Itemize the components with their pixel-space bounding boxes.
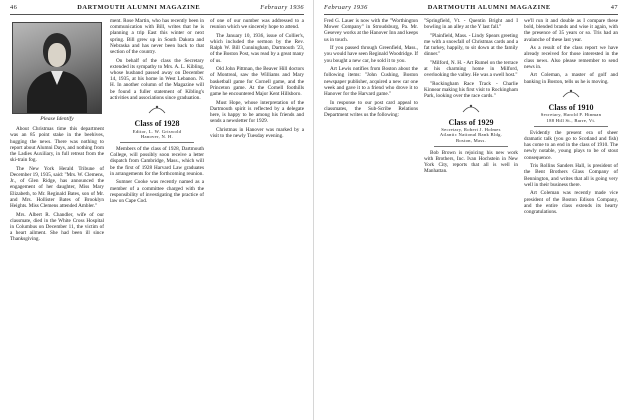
right-column-1 [324, 18, 418, 418]
article-paragraph: "Plainfield, Mass. - Lindy Spears greeting me with a snowfall of Christmas cards and a fat turkey, happily, to sit down at the family dinner." [424, 32, 518, 58]
article-paragraph: Fred G. Lauer is now with the "Worthington Mower Company" in Stroudsburg, Pa. Mr. Gesevey works at the Hanover Inn and keeps us in touch. [324, 18, 418, 43]
class-secretary-1929 [424, 127, 518, 143]
article-paragraph: "Milford, N. H. - Art Rumel on the terrace at his charming home in Milford, overlooking the valley. He was a swell host." [424, 60, 518, 79]
article-paragraph: "Rockingham Race Track - Charlie Kinnear making his first visit to Rockingham Park, looking over the race cards." [424, 81, 518, 100]
article-paragraph: Tris Rollins Sanders Hall, is president of the Bent Brothers Glass Company of Bennington, and writes that all is going very well in their business there. [524, 163, 618, 188]
left-column-2 [110, 18, 204, 418]
article-paragraph: Art Coleman, a master of golf and banking in Boston, tells us he is moving. [524, 72, 618, 85]
article-paragraph: The January 10, 1936, issue of Collier's, which included the sermon by the Rev. Ralph W. Bill Cunningham, Dartmouth '23, of the Boston Post, was read by a great many of us. [210, 32, 304, 64]
left-column-1 [10, 18, 104, 418]
divider [120, 142, 194, 143]
article-paragraph: Members of the class of 1928, Dartmouth College, will possibly soon receive a letter dispatch from Cambridge, Mass., which will be the first of 1928 Harvard Law graduates in arrangements for the forthcoming reunion. [110, 146, 204, 177]
secretary-line: Atlantic National Bank Bldg. [439, 132, 503, 138]
portrait-photo [12, 22, 102, 114]
divider [434, 146, 508, 147]
secretary-line: Boston, Mass. [455, 137, 487, 143]
article-paragraph: The New York Herald Tribune of December 19, 1935, said: "Mrs. W. Clemens, Jr., of Glen Ridge, has announced the engagement of her daughter, Miss Mary Elizabeth, to Mr. Reginald Bates, son of Mr. and Mrs. Hollister Bates of Brooklyn Heights. Miss Clemens attended Ambler." [10, 165, 104, 210]
article-paragraph: Art Lewis notifies from Boston about the following items: "John Cushing, Boston newspaper publisher, acquired a new car one week and gave it to a friend who drove it to Hanover for the Harvard game." [324, 66, 418, 98]
wreath-ornament-icon [560, 87, 582, 101]
left-running-head [10, 4, 304, 15]
secretary-line: Editor, L. W. Griswold [132, 128, 182, 134]
article-paragraph: "Springfield, Vt. - Quentin Bright and I bowling in an alley at the Y last fall." [424, 18, 518, 31]
class-secretary-1928 [110, 129, 204, 139]
article-paragraph: ment. Rose Martin, who has recently been in communication with Bill, writes that he is planning a trip East this winter or next spring. Bill grew up in South Dakota and Nebraska and has never been back to that section of the country. [110, 18, 204, 56]
right-page-number: 47 [610, 4, 618, 11]
left-page-number: 46 [10, 4, 18, 11]
left-columns [10, 18, 304, 418]
article-paragraph: Christmas in Hanover was marked by a visit to the newly Tuesday evening. [210, 126, 304, 140]
class-secretary-1910 [524, 112, 618, 122]
divider [534, 126, 608, 127]
right-issue-date: February 1936 [324, 4, 368, 11]
article-paragraph: Must Hope, whose interpretation of the Dartmouth spirit is reflected by a delegate here, is happy to be among his friends and sends a newsletter for 1929. [210, 99, 304, 125]
left-issue-date: February 1936 [260, 4, 304, 11]
right-column-2 [424, 18, 518, 418]
secretary-line: Hanover, N. H. [140, 133, 174, 139]
article-paragraph: As a result of the class report we have already received for those interested in the class news. Also please remember to send news in. [524, 45, 618, 70]
left-magazine-title: DARTMOUTH ALUMNI MAGAZINE [77, 4, 201, 11]
article-paragraph: Sumner Cooke was recently named as a member of a committee charged with the responsibility of investigating the practice of law on Cape Cod. [110, 179, 204, 205]
secretary-line: Secretary, Robert J. Holmes [441, 127, 501, 133]
article-paragraph: About Christmas time this department was an 85 point stake in the beehives, hugging the news. There was nothing to report about Alumni Days, and nothing from the Ladies Auxiliary, in full retreat from the ski-train fog. [10, 126, 104, 164]
article-paragraph: On behalf of the class the Secretary extended its sympathy to Mrs. A. L. Kibling, whose husband passed away on December 14, 1935, at his home in West Lebanon. N. H. In another column of the Magazine will be found a fuller statement of Kibling's activities and associations since graduation. [110, 57, 204, 101]
article-paragraph: Evidently the present era of sheer dramatic talk (you go to Scotland and fish) has come to an end in the class of 1910. The newly notable, young plays to be of stout consequence. [524, 129, 618, 161]
secretary-line: Secretary, Harold P. Hinman [540, 112, 602, 118]
wreath-ornament-icon [460, 102, 482, 116]
wreath-ornament-icon [146, 103, 168, 117]
class-heading-1929: Class of 1929 [448, 118, 494, 127]
article-paragraph: In response to our post card appeal to classmates, the Sub-Scribe Relations Department writes us the following: [324, 99, 418, 119]
right-column-3 [524, 18, 618, 418]
right-magazine-title: DARTMOUTH ALUMNI MAGAZINE [427, 4, 551, 11]
class-heading-1928: Class of 1928 [134, 119, 180, 129]
article-paragraph: Bob Brown is rejoicing his new work with Brothers, Inc. Ivan Hochstein in New York City, reports that all is well in Manhattan. [424, 149, 518, 175]
article-paragraph: of one of our number was addressed to a reunion which we sincerely hope to attend. [210, 18, 304, 31]
article-paragraph: Old John Pittman, the Beaver Hill doctors of Montreal, saw the Williams and Mary basketball game for Cornell game, and the Princeton game. At the Cornell foothills game he encountered Major Kent Hillsboro. [210, 66, 304, 98]
article-paragraph: we'll run it and double as I compare these bold, blended brands and wise it again, with the presence of 35 years or so. Tris had an avalanche of these last year. [524, 18, 618, 43]
left-column-3 [210, 18, 304, 418]
right-page [314, 0, 628, 420]
article-paragraph: Mrs. Albert R. Chandler, wife of our classmate, died in the White Cross Hospital in Columbus on December 11, the victim of a heart ailment. She had been ill since Thanksgiving. [10, 211, 104, 243]
right-running-head [324, 4, 618, 15]
right-columns [324, 18, 618, 418]
secretary-line: 188 Hill St., Barre, Vt. [546, 117, 596, 123]
article-paragraph: Art Coleman was recently made vice president of the Boston Edison Company, and the entire class extends its hearty congratulations. [524, 190, 618, 216]
class-heading-1910: Class of 1910 [548, 103, 594, 113]
article-paragraph: If you passed through Greenfield, Mass., you would have seen Reginald Woodridge. If you bought a new car, he sold it to you. [324, 45, 418, 64]
photo-caption: Please Identify [40, 116, 74, 122]
